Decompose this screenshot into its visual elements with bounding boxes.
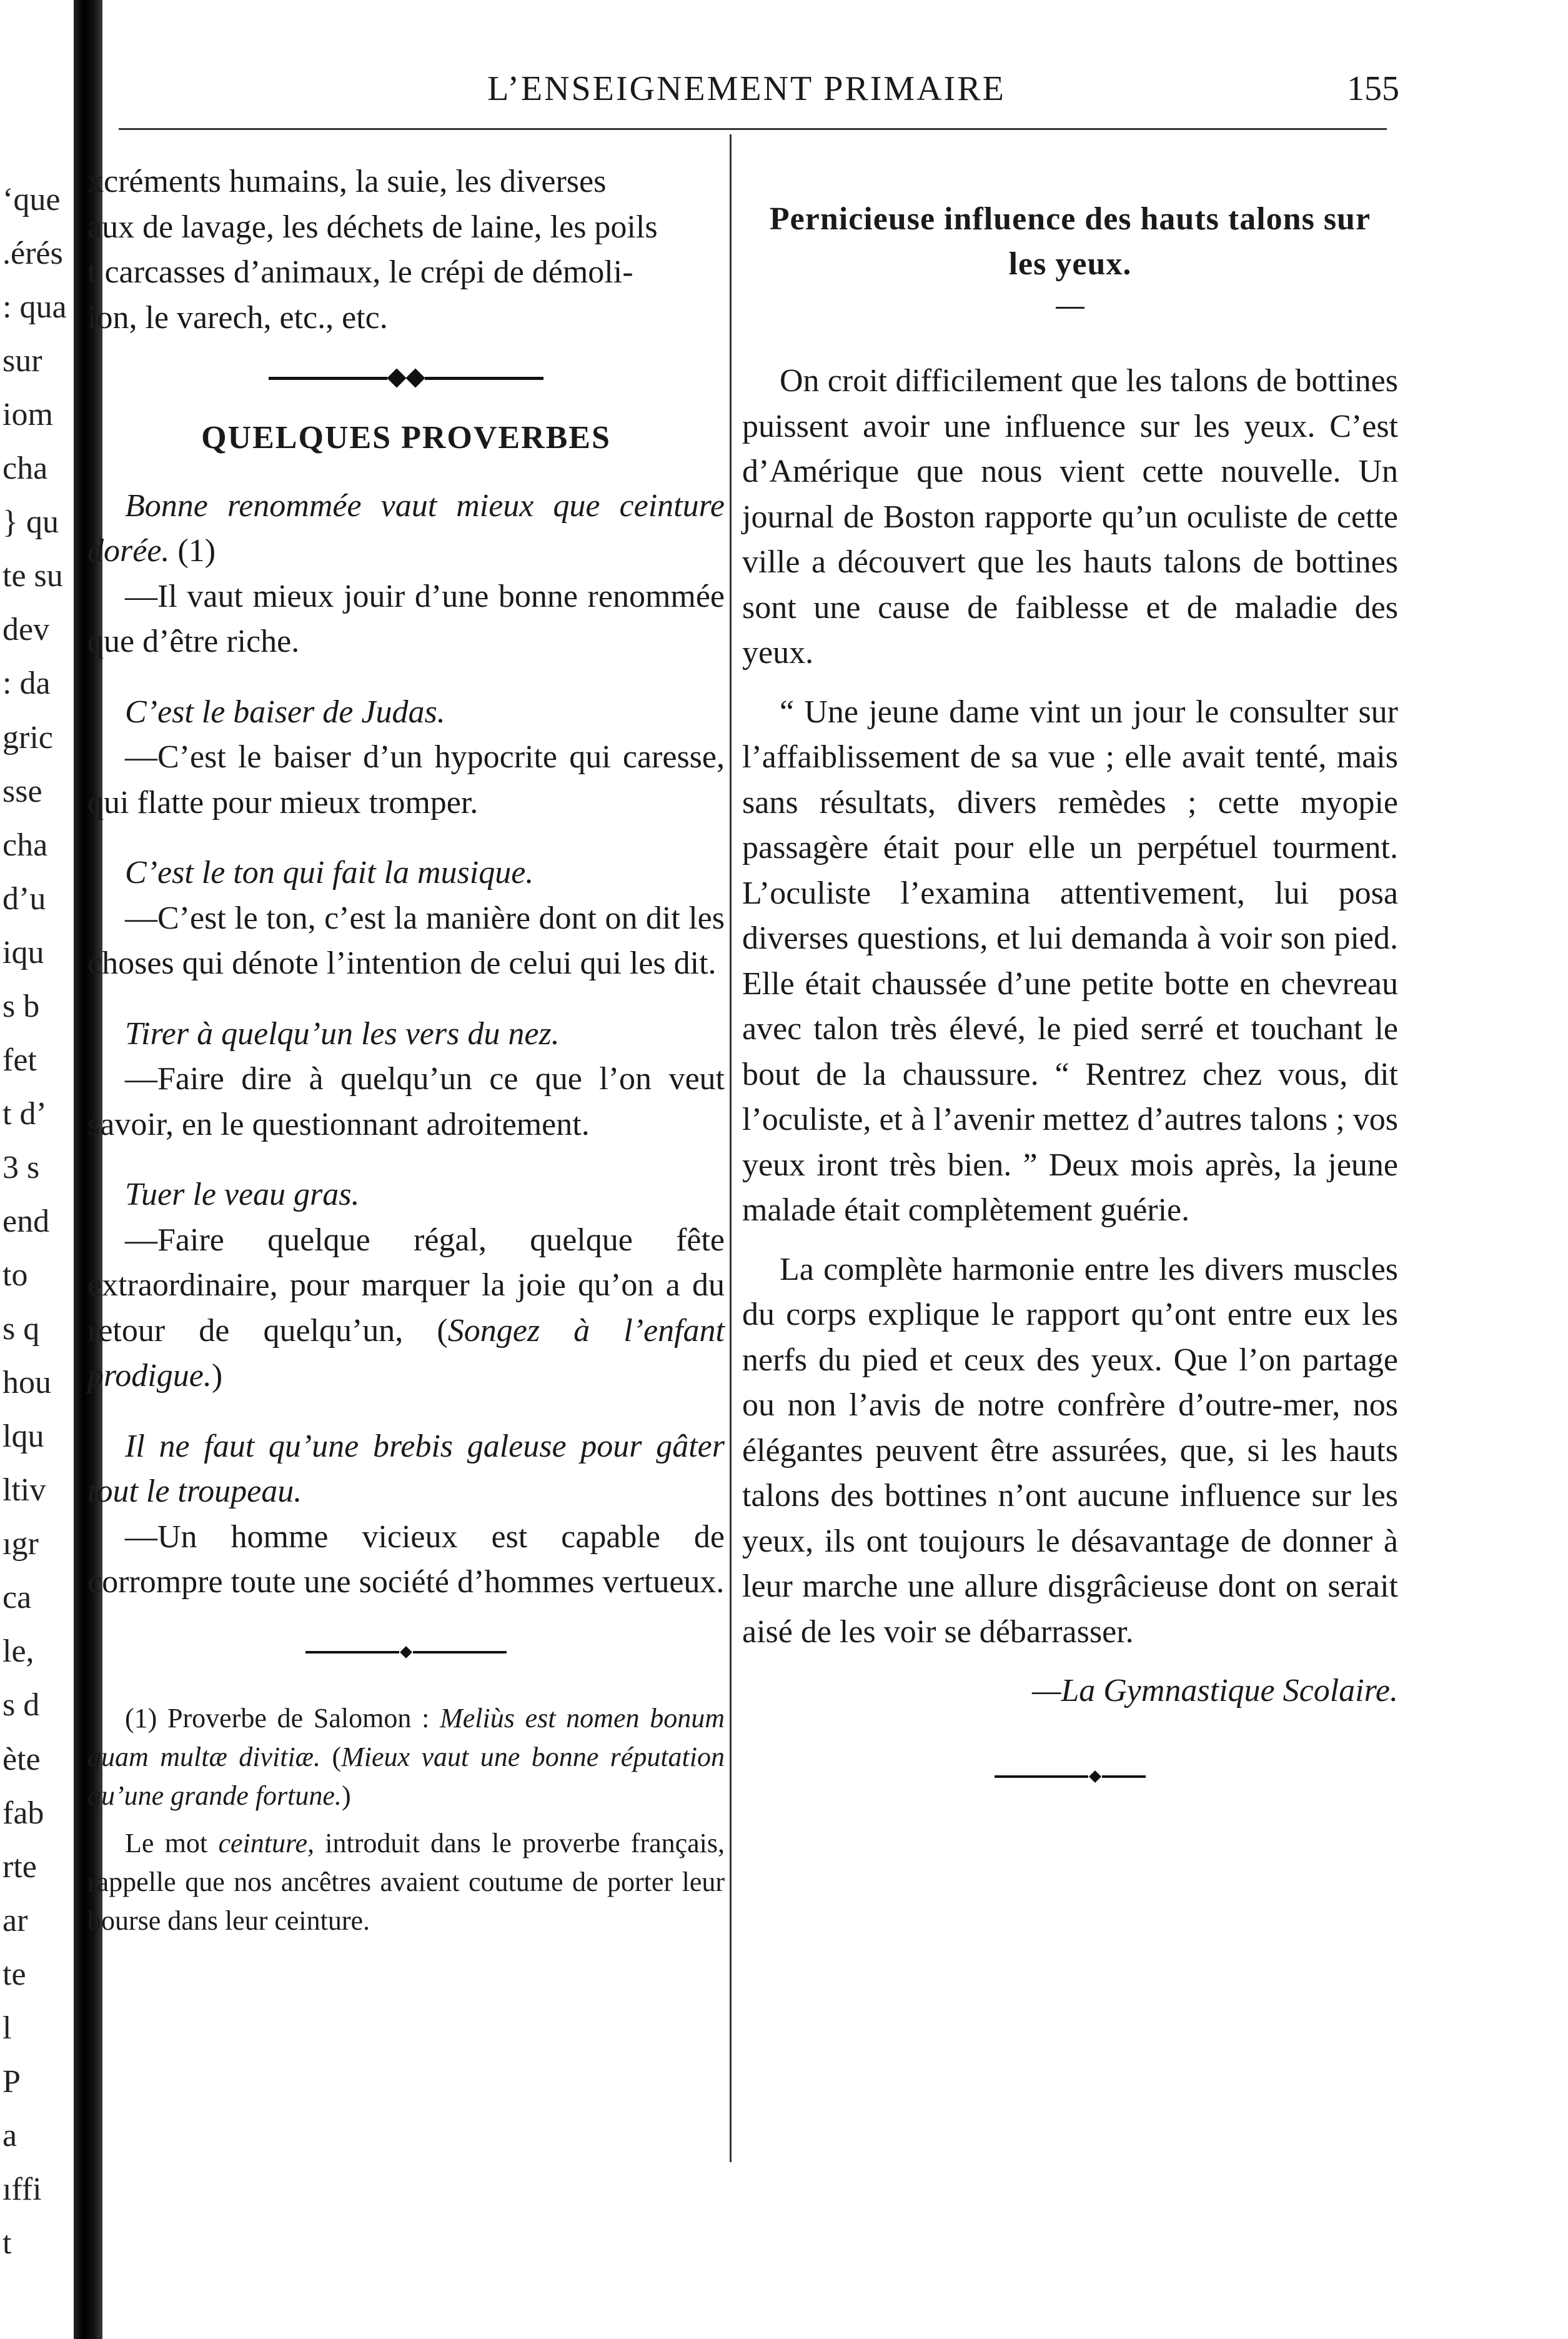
previous-page-fragment: lqu xyxy=(2,1419,44,1454)
previous-page-fragment: a xyxy=(2,2118,17,2153)
previous-page-fragment: s b xyxy=(2,989,40,1024)
proverb-saying: C’est le baiser de Judas. xyxy=(125,694,445,730)
previous-page-fragment: iqu xyxy=(2,935,44,970)
footnote: (1) Proverbe de Salomon : Meliùs est nomen bonum quam multæ divitiæ. (Mieux vaut une bonne réputation qu’une grande fortune.) Le mot ceinture, introduit dans le proverbe français, rappelle que nos ancêtres avaient coutume de porter leur bourse dans leur ceinture. xyxy=(87,1702,725,1936)
previous-page-fragment: } qu xyxy=(2,504,59,540)
intro-line: ion, le varech, etc., etc. xyxy=(87,299,388,336)
previous-page-fragment: : qua xyxy=(2,289,67,325)
end-ornament xyxy=(742,1714,1398,1839)
previous-page-fragment: to xyxy=(2,1257,28,1293)
previous-page-fragment: ltiv xyxy=(2,1472,46,1508)
proverb-saying: Il ne faut qu’une brebis galeuse pour gâter tout le troupeau. xyxy=(87,1428,725,1509)
proverb-explanation: —Faire dire à quelqu’un ce que l’on veut savoir, en le questionnant adroitement. xyxy=(87,1061,725,1142)
previous-page-fragment: cha xyxy=(2,451,48,486)
previous-page-fragment: l xyxy=(2,2010,12,2046)
footnote-ornament xyxy=(87,1605,725,1699)
article-paragraph: “ Une jeune dame vint un jour le consulter sur l’affaiblissement de sa vue ; elle avait tenté, mais sans résultats, divers remèdes ; cette myopie passagère était pour elle un perpétuel tourment. L’oculiste l’examina attentivement, lui posa diverses questions, et lui demanda à voir son pied. Elle était chaussée d’une petite botte en chevreau avec talon très élevé, le pied serré et touchant le bout de la chaussure. “ Rentrez chez vous, dit l’oculiste, et à l’avenir mettez d’autres talons ; vos yeux iront très bien. ” Deux mois après, la jeune malade était complètement guérie. xyxy=(742,694,1398,1228)
previous-page-fragment: rte xyxy=(2,1849,37,1885)
page-number: 155 xyxy=(1347,69,1399,108)
section-title: QUELQUES PROVERBES xyxy=(201,420,611,456)
intro-text xyxy=(87,159,725,341)
previous-page-fragment: 3 s xyxy=(2,1150,40,1185)
previous-page-fragment: le, xyxy=(2,1633,34,1669)
previous-page-fragment: te su xyxy=(2,558,63,594)
previous-page-fragment: ‘que xyxy=(2,182,61,217)
right-column xyxy=(742,197,1398,1839)
previous-page-fragment: .érés xyxy=(2,236,63,271)
proverb-saying: Tuer le veau gras. xyxy=(125,1177,360,1212)
latin-quote: Meliùs est nomen bonum quam multæ divitiæ. xyxy=(87,1702,725,1772)
proverb-explanation: —Il vaut mieux jouir d’une bonne renommée que d’être riche. xyxy=(87,578,725,659)
proverb xyxy=(87,850,725,987)
previous-page-fragment: hou xyxy=(2,1365,51,1400)
previous-page-fragment: dev xyxy=(2,612,50,647)
article-attribution: —La Gymnastique Scolaire. xyxy=(1032,1673,1398,1708)
section-ornament xyxy=(87,341,725,416)
previous-page-fragment: gric xyxy=(2,720,53,756)
previous-page-fragment: cha xyxy=(2,827,48,863)
previous-page-fragment: : da xyxy=(2,666,51,701)
proverb xyxy=(87,1172,725,1399)
header-rule xyxy=(119,128,1387,130)
proverb xyxy=(87,484,725,665)
article-paragraph: On croit difficilement que les talons de bottines puissent avoir une influence sur les yeux. C’est d’Amérique que nous vient cette nouvelle. Un journal de Boston rapporte qu’un oculiste de cette ville a découvert que les hauts talons de bottines sont une cause de faiblesse et de maladie des yeux. xyxy=(742,363,1398,671)
column-divider xyxy=(730,134,732,2162)
previous-page-fragment: fab xyxy=(2,1795,44,1831)
previous-page-fragment: d’u xyxy=(2,881,46,917)
proverb-saying: C’est le ton qui fait la musique. xyxy=(125,855,534,890)
proverb xyxy=(87,1012,725,1148)
proverb-explanation: —Faire quelque régal, quelque fête extraordinaire, pour marquer la joie qu’on a du retour de quelqu’un, (Songez à l’enfant prodigue.) xyxy=(87,1222,725,1394)
intro-line: t carcasses d’animaux, le crépi de démoli- xyxy=(87,254,633,290)
previous-page-fragment: s q xyxy=(2,1311,40,1347)
left-column xyxy=(87,159,725,1940)
previous-page-fragment: ıgr xyxy=(2,1526,39,1562)
footnote-reference: (1) xyxy=(169,533,216,569)
previous-page-fragment: ıffi xyxy=(2,2172,42,2207)
previous-page-fragment: iom xyxy=(2,397,53,432)
proverb-saying: Tirer à quelqu’un les vers du nez. xyxy=(125,1015,560,1052)
article-title: Pernicieuse influence des hauts talons sur les yeux. xyxy=(769,201,1371,282)
running-title: L’ENSEIGNEMENT PRIMAIRE xyxy=(487,69,1006,108)
intro-line: xcréments humains, la suie, les diverses xyxy=(87,164,607,199)
proverb-explanation: —C’est le ton, c’est la manière dont on dit les choses qui dénote l’intention de celui qui les dit. xyxy=(87,900,725,981)
previous-page-fragment: sur xyxy=(2,343,42,379)
previous-page-fragment: end xyxy=(2,1204,50,1239)
previous-page-fragment: ar xyxy=(2,1903,28,1938)
previous-page-fragment: ca xyxy=(2,1580,32,1615)
translation: Mieux vaut une bonne réputation qu’une grande fortune. xyxy=(87,1741,725,1811)
proverb xyxy=(87,1424,725,1605)
previous-page-fragment: t d’ xyxy=(2,1096,47,1132)
proverb-explanation: —C’est le baiser d’un hypocrite qui caresse, qui flatte pour mieux tromper. xyxy=(87,739,725,820)
previous-page-fragment: t xyxy=(2,2225,12,2261)
previous-page-fragment: fet xyxy=(2,1042,37,1078)
proverb-saying: Bonne renommée vaut mieux que ceinture dorée. xyxy=(87,487,725,569)
proverb xyxy=(87,690,725,826)
previous-page-edge xyxy=(0,0,74,2339)
previous-page-fragment: ète xyxy=(2,1742,41,1777)
title-dash xyxy=(1056,307,1084,309)
page-header xyxy=(94,62,1399,119)
article-paragraph: La complète harmonie entre les divers muscles du corps explique le rapport qu’ont entre eux les nerfs du pied et ceux des yeux. Que l’on partage ou non l’avis de notre confrère d’outre-mer, nos élégantes peuvent être assurées, que, si les hauts talons des bottines n’ont aucune influence sur les yeux, ils ont toujours le désavantage de donner à leur marche une allure disgrâcieuse dont on serait aisé de les voir se débarrasser. xyxy=(742,1251,1398,1650)
previous-page-fragment: P xyxy=(2,2064,21,2100)
intro-line: aux de lavage, les déchets de laine, les poils xyxy=(87,209,658,245)
proverb-explanation: —Un homme vicieux est capable de corrompre toute une société d’hommes vertueux. xyxy=(87,1519,725,1600)
previous-page-fragment: s d xyxy=(2,1687,40,1723)
previous-page-fragment: te xyxy=(2,1957,26,1992)
previous-page-fragment: sse xyxy=(2,774,42,809)
